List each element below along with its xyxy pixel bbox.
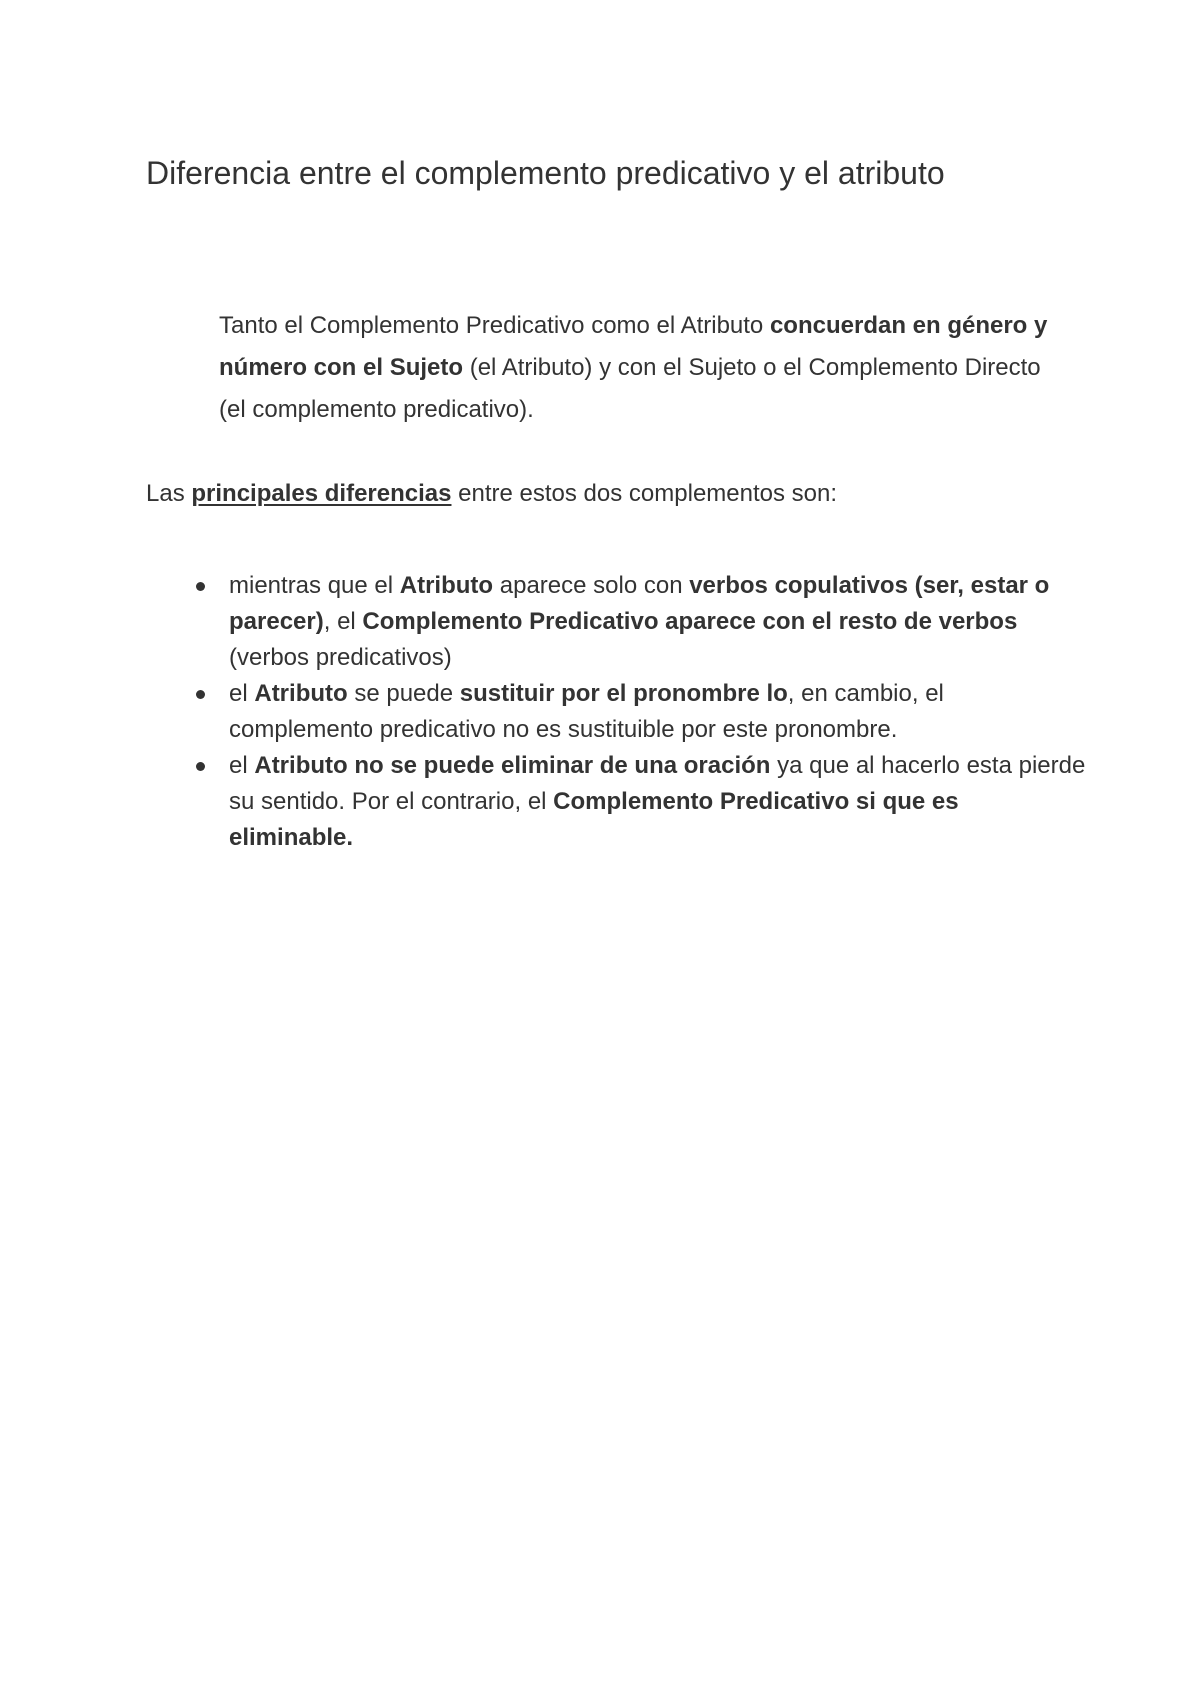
bullet-icon (196, 582, 205, 591)
item-text: (verbos predicativos) (229, 644, 452, 671)
item-bold: sustituir por el pronombre lo (459, 680, 788, 707)
list-item (229, 748, 1089, 856)
item-bold: Complemento Predicativo aparece con el resto de verbos (362, 608, 1018, 635)
intro-text-2: (el Atributo) y con el Sujeto o el Complemento Directo (el complemento predicativo). (219, 354, 1041, 423)
item-bold: Atributo no se puede eliminar de una oración (254, 752, 771, 779)
bullet-icon (196, 690, 205, 699)
bullet-icon (196, 762, 205, 771)
item-text: aparece solo con (493, 572, 690, 599)
item-text: el (229, 680, 255, 707)
intro-text-1: Tanto el Complemento Predicativo como el Atributo (219, 312, 770, 339)
item-text: , en cambio, el complemento predicativo no es sustituible por este pronombre. (229, 680, 944, 743)
lead-paragraph (146, 478, 837, 510)
item-text: , el (323, 608, 363, 635)
list-item (229, 568, 1089, 676)
item-bold: Atributo (399, 572, 494, 599)
item-text: mientras que el (229, 572, 400, 599)
item-bold: Complemento Predicativo si que es eliminable. (229, 788, 959, 851)
item-text: ya que al hacerlo esta pierde su sentido. Por el contrario, el (229, 752, 1086, 815)
item-bold: Atributo (254, 680, 348, 707)
lead-text-2: entre estos dos complementos son: (451, 480, 838, 507)
item-text: se puede (347, 680, 460, 707)
intro-bold-1: concuerdan en género y número con el Sujeto (219, 312, 1048, 381)
differences-list (229, 568, 1089, 856)
list-item (229, 676, 1089, 748)
document-title: Diferencia entre el complemento predicativo y el atributo (146, 155, 945, 191)
intro-paragraph (219, 305, 1069, 431)
item-text: el (229, 752, 255, 779)
lead-text-1: Las (146, 480, 192, 507)
item-bold: verbos copulativos (ser, estar o parecer) (229, 572, 1050, 635)
lead-underlined-bold: principales diferencias (191, 480, 452, 507)
